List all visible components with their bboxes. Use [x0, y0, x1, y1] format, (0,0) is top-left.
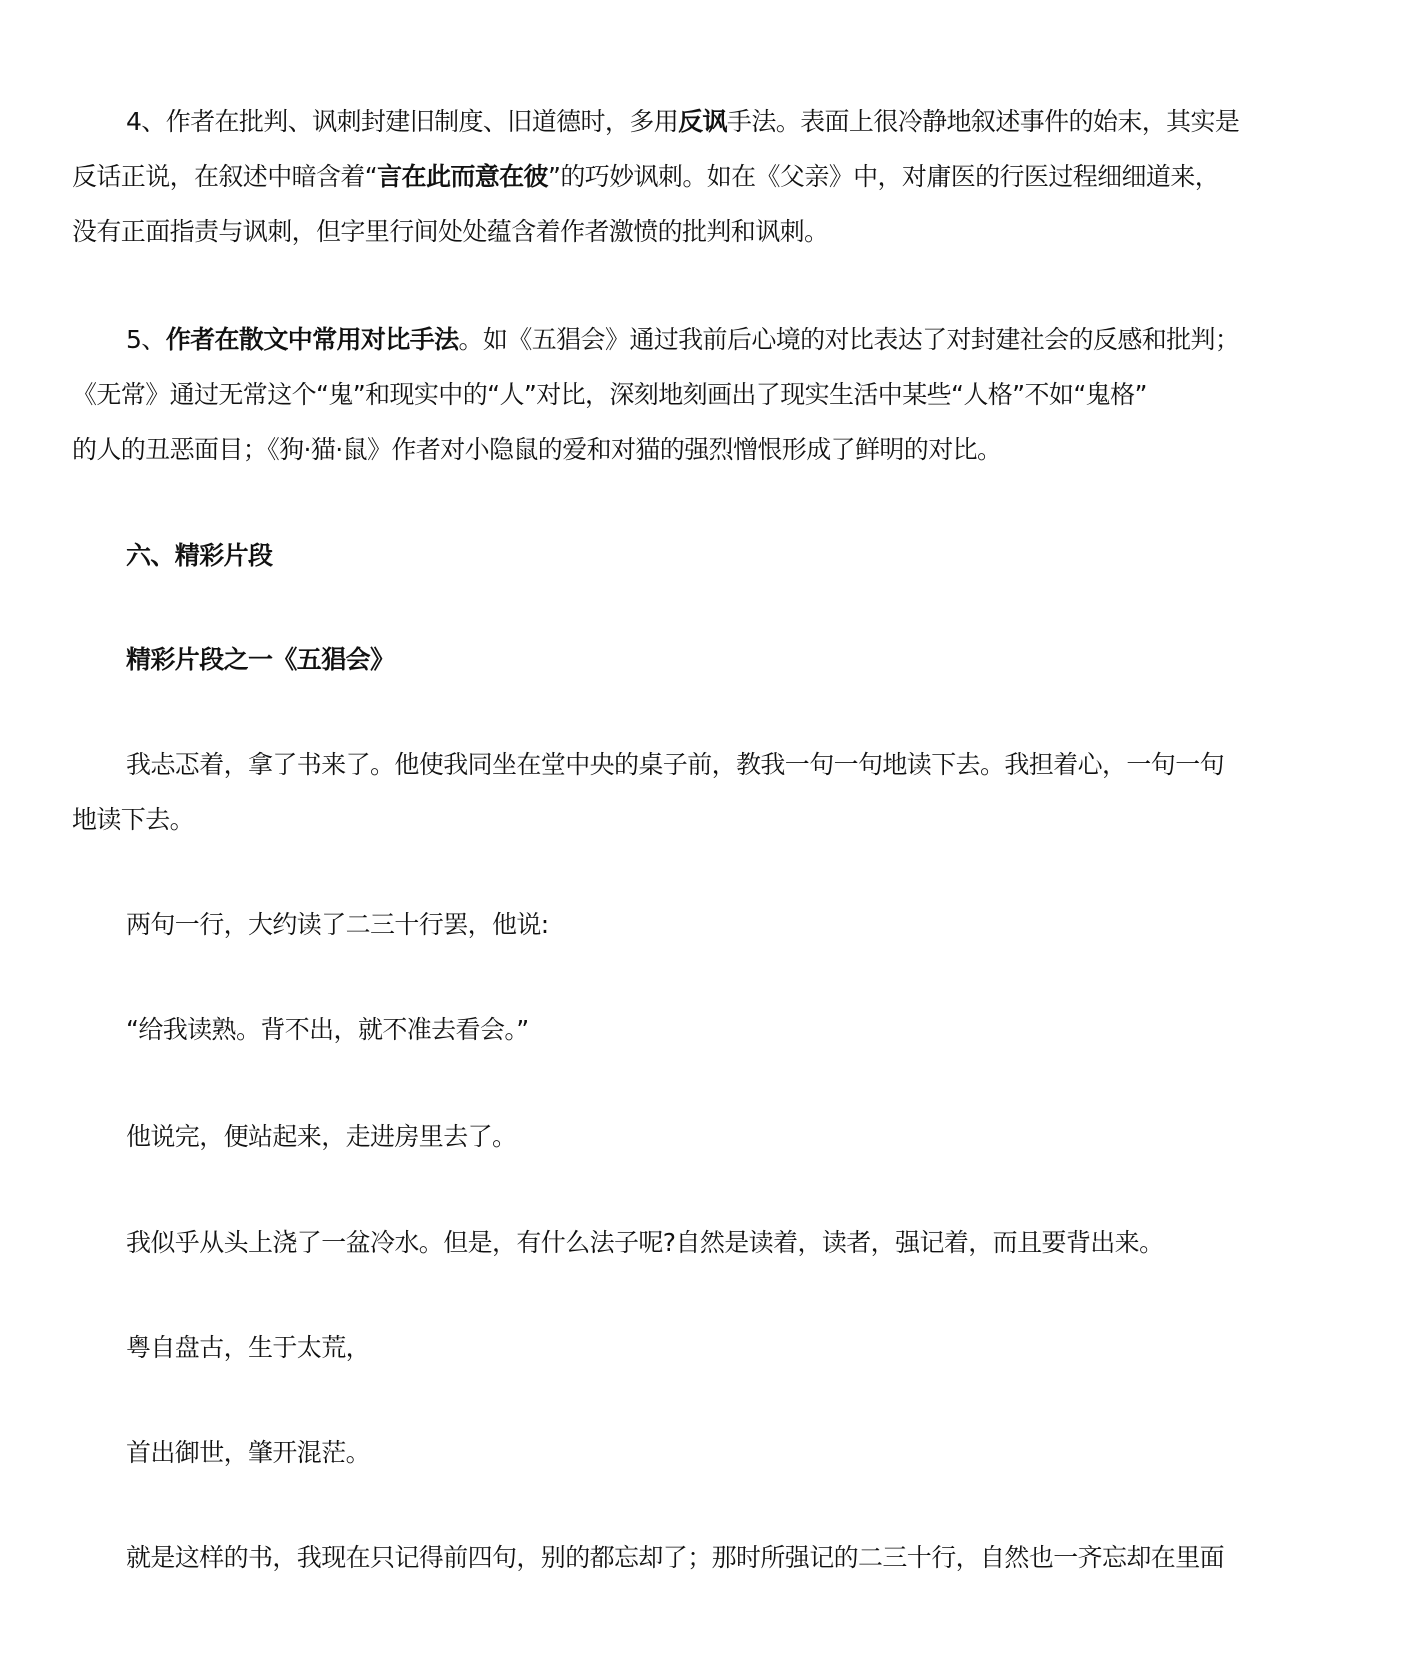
excerpt-p5: 我似乎从头上浇了一盆冷水。但是，有什么法子呢?自然是读着，读者，强记着，而且要背出来。 — [126, 1228, 1164, 1257]
excerpt-p6: 粤自盘古，生于太荒， — [126, 1333, 371, 1362]
para5-bold-phrase: 作者在散文中常用对比手法 — [165, 325, 459, 354]
para4-bold-term: 反讽 — [678, 107, 727, 136]
excerpt-p2: 两句一行，大约读了二三十行罢，他说: — [126, 910, 549, 939]
section-heading: 六、精彩片段 — [126, 541, 273, 570]
para5-text: 5、 — [126, 325, 166, 354]
sub-heading: 精彩片段之一《五猖会》 — [126, 645, 395, 674]
para5-line1 — [126, 324, 1239, 356]
excerpt-p1-line1: 我忐忑着，拿了书来了。他使我同坐在堂中央的桌子前，教我一句一句地读下去。我担着心，一句一句 — [126, 750, 1225, 779]
excerpt-p8: 就是这样的书，我现在只记得前四句，别的都忘却了；那时所强记的二三十行，自然也一齐忘却在里面 — [126, 1543, 1225, 1572]
para5-text: 。如《五猖会》通过我前后心境的对比表达了对封建社会的反感和批判； — [458, 325, 1240, 354]
para4-line3: 没有正面指责与讽刺，但字里行间处处蕴含着作者激愤的批判和讽刺。 — [72, 217, 829, 246]
para4-bold-phrase: 言在此而意在彼 — [377, 162, 548, 191]
para4-text: 手法。表面上很冷静地叙述事件的始末，其实是 — [726, 107, 1240, 136]
para5-line3: 的人的丑恶面目；《狗·猫·鼠》作者对小隐鼠的爱和对猫的强烈憎恨形成了鲜明的对比。 — [72, 435, 1002, 464]
excerpt-p7: 首出御世，肇开混茫。 — [126, 1438, 371, 1467]
excerpt-p4: 他说完，便站起来，走进房里去了。 — [126, 1122, 517, 1151]
para4-text: 4、作者在批判、讽刺封建旧制度、旧道德时，多用 — [126, 107, 679, 136]
para4-line2 — [72, 161, 1219, 193]
para4-text: ”的巧妙讽刺。如在《父亲》中，对庸医的行医过程细细道来， — [547, 162, 1220, 191]
excerpt-p3: “给我读熟。背不出，就不准去看会。” — [126, 1015, 529, 1044]
para5-line2: 《无常》通过无常这个“鬼”和现实中的“人”对比，深刻地刻画出了现实生活中某些“人格”不如“鬼格” — [72, 380, 1147, 409]
excerpt-p1-line2: 地读下去。 — [72, 805, 195, 834]
para4-text: 反话正说，在叙述中暗含着“ — [72, 162, 378, 191]
para4-line1 — [126, 106, 1239, 138]
